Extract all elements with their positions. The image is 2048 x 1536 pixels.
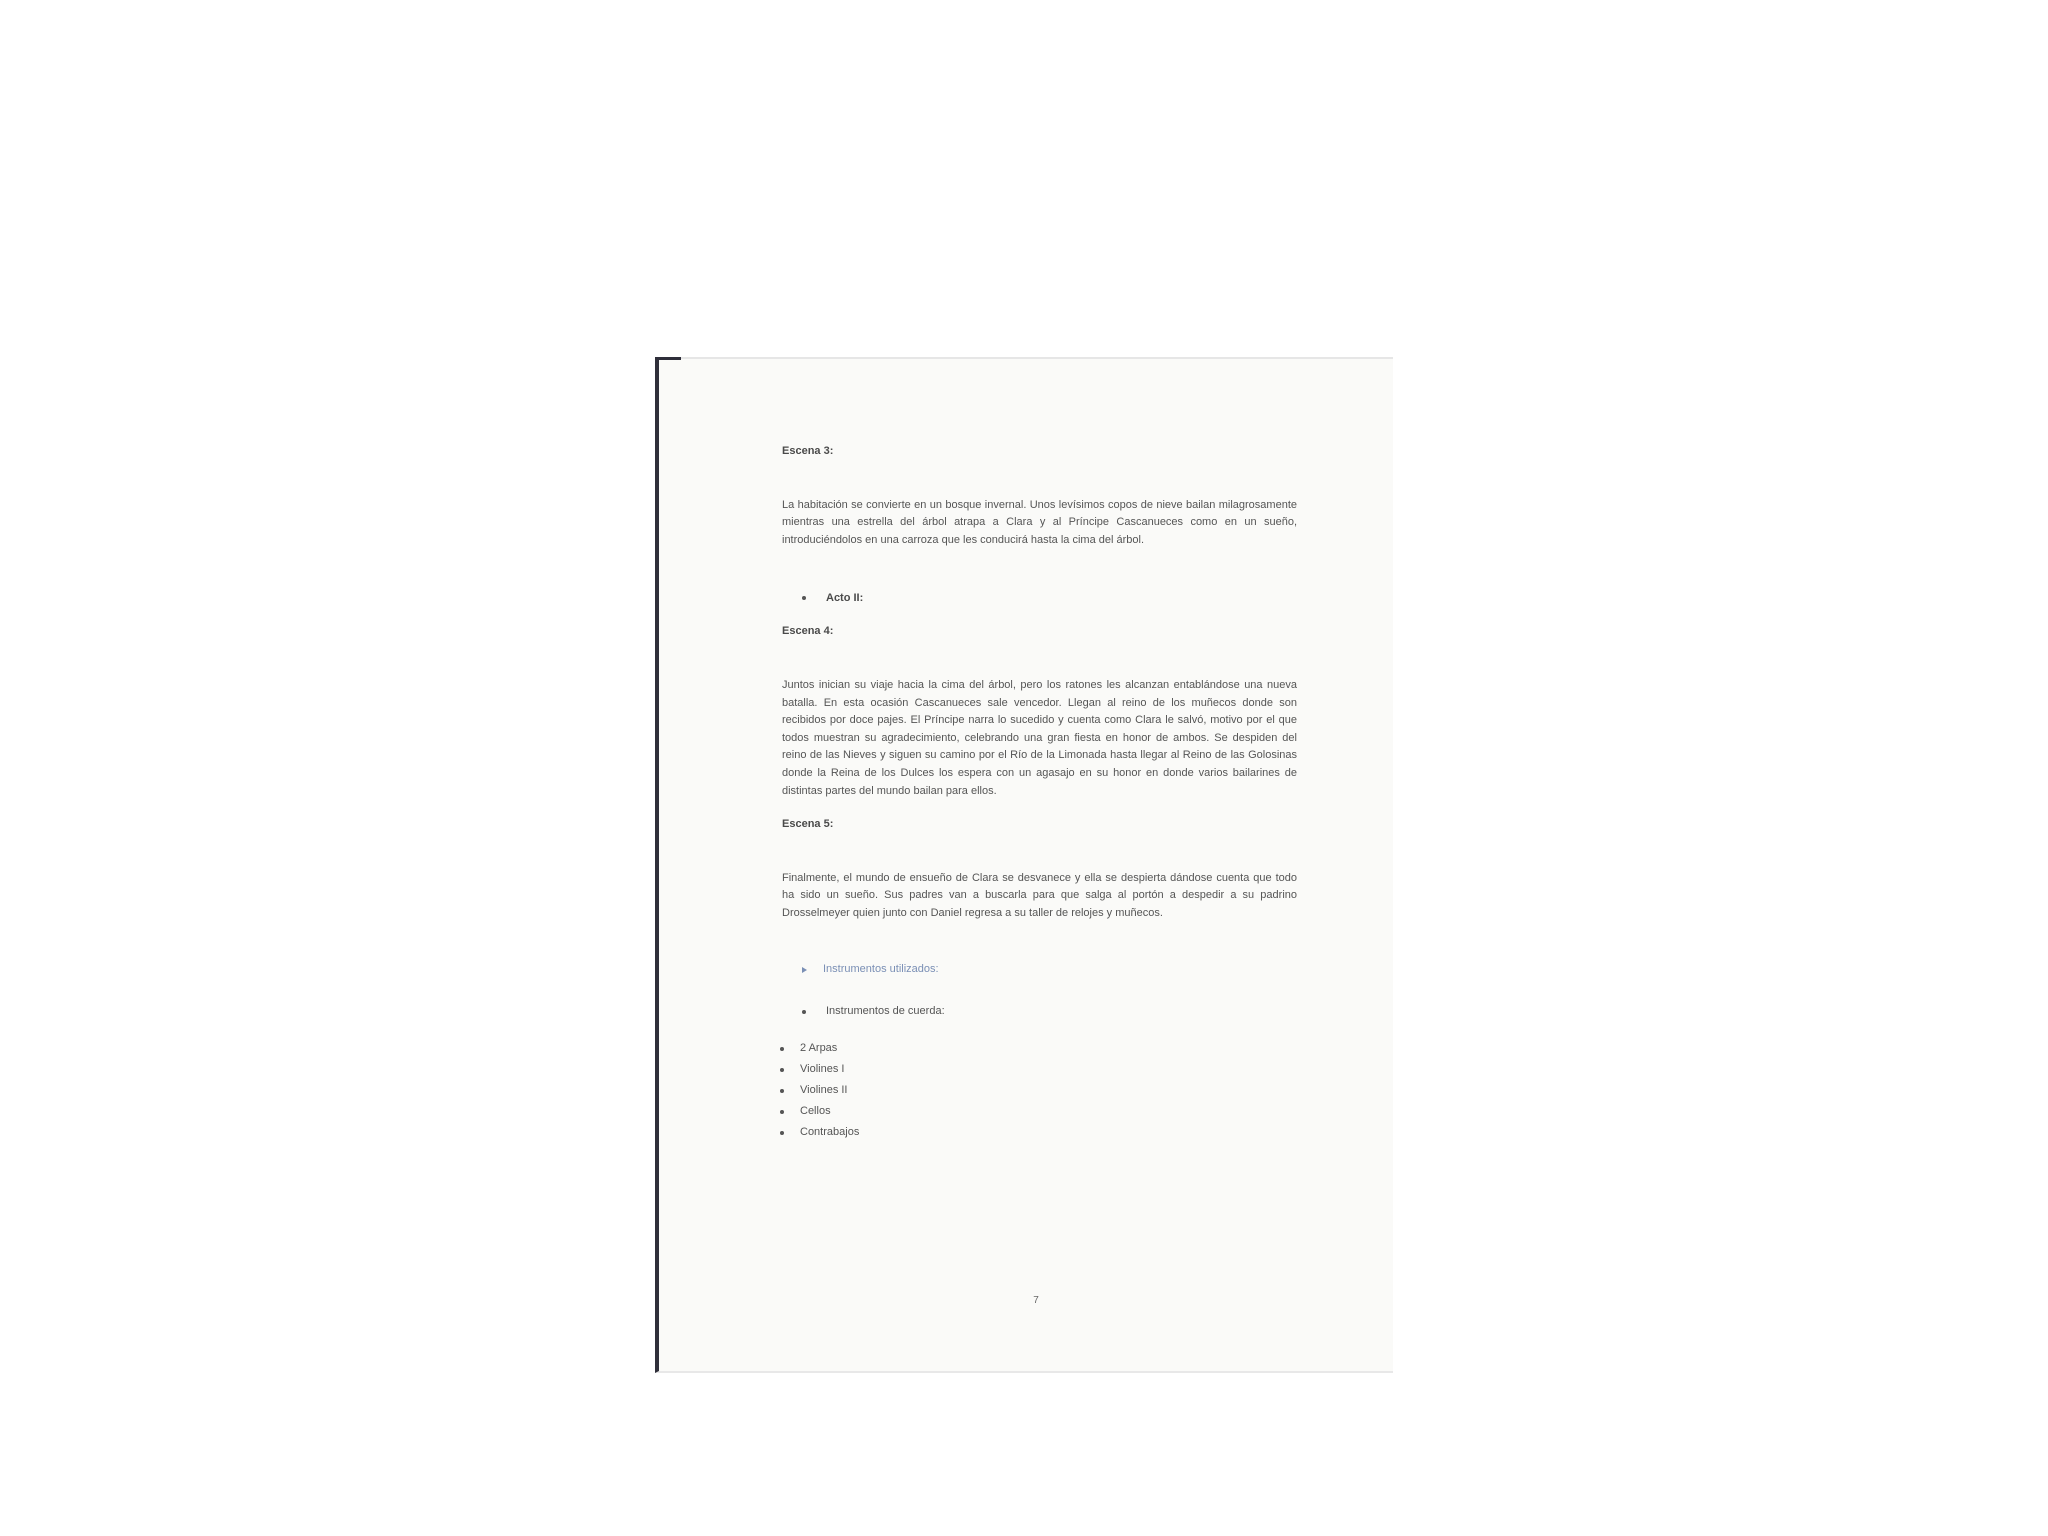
bullet-icon (802, 596, 806, 600)
instrumentos-utilizados-label: Instrumentos utilizados: (823, 962, 939, 975)
page-content (782, 443, 1297, 1144)
instrumentos-cuerda-label: Instrumentos de cuerda: (826, 1004, 945, 1017)
list-item (782, 1081, 1297, 1102)
escena3-paragraph: La habitación se convierte en un bosque invernal. Unos levísimos copos de nieve bailan milagrosamente mientras una estrella del árbol atrapa a Clara y al Príncipe Cascanueces como en un sueño, introduciéndolos en una carroza que les conducirá hasta la cima del árbol. (782, 498, 1297, 546)
bullet-icon (780, 1110, 784, 1114)
escena5-heading: Escena 5: (782, 818, 834, 831)
escena4-paragraph: Juntos inician su viaje hacia la cima del árbol, pero los ratones les alcanzan entablándose una nueva batalla. En esta ocasión Cascanueces sale vencedor. Llegan al reino de los muñecos donde son recibidos por doce pajes. El Príncipe narra lo sucedido y cuenta como Clara le salvó, motivo por el que todos muestran su agradecimiento, celebrando una gran fiesta en honor de ambos. Se despiden del reino de las Nieves y siguen su camino por el Río de la Limonada hasta llegar al Reino de las Golosinas donde la Reina de los Dulces los espera con un agasajo en su honor en donde varios bailarines de distintas partes del mundo bailan para ellos. (782, 678, 1297, 797)
instrument-name: Violines I (800, 1063, 845, 1076)
instrumentos-utilizados-item (782, 961, 1297, 979)
bullet-icon (780, 1047, 784, 1051)
instrument-name: Cellos (800, 1105, 831, 1118)
bullet-icon (780, 1068, 784, 1072)
arrow-bullet-icon (802, 967, 807, 973)
scanned-page (655, 357, 1393, 1373)
instrument-name: Violines II (800, 1084, 848, 1097)
bullet-icon (802, 1010, 806, 1014)
escena5-paragraph: Finalmente, el mundo de ensueño de Clara se desvanece y ella se despierta dándose cuenta que todo ha sido un sueño. Sus padres van a buscarla para que salga al portón a despedir a su padrino Drosselmeyer quien junto con Daniel regresa a su taller de relojes y muñecos. (782, 871, 1297, 919)
list-item (782, 1102, 1297, 1123)
escena3-heading: Escena 3: (782, 445, 834, 457)
instrument-name: 2 Arpas (800, 1042, 838, 1055)
acto2-bullet (782, 589, 1297, 607)
page-number: 7 (1033, 1295, 1039, 1306)
instrument-list (782, 1039, 1297, 1144)
acto2-label: Acto II: (826, 591, 864, 604)
instrument-name: Contrabajos (800, 1126, 860, 1139)
bullet-icon (780, 1089, 784, 1093)
bullet-icon (780, 1131, 784, 1135)
list-item (782, 1060, 1297, 1081)
escena4-heading: Escena 4: (782, 625, 834, 638)
list-item (782, 1039, 1297, 1060)
list-item (782, 1123, 1297, 1144)
instrumentos-cuerda-item (782, 1003, 1297, 1021)
